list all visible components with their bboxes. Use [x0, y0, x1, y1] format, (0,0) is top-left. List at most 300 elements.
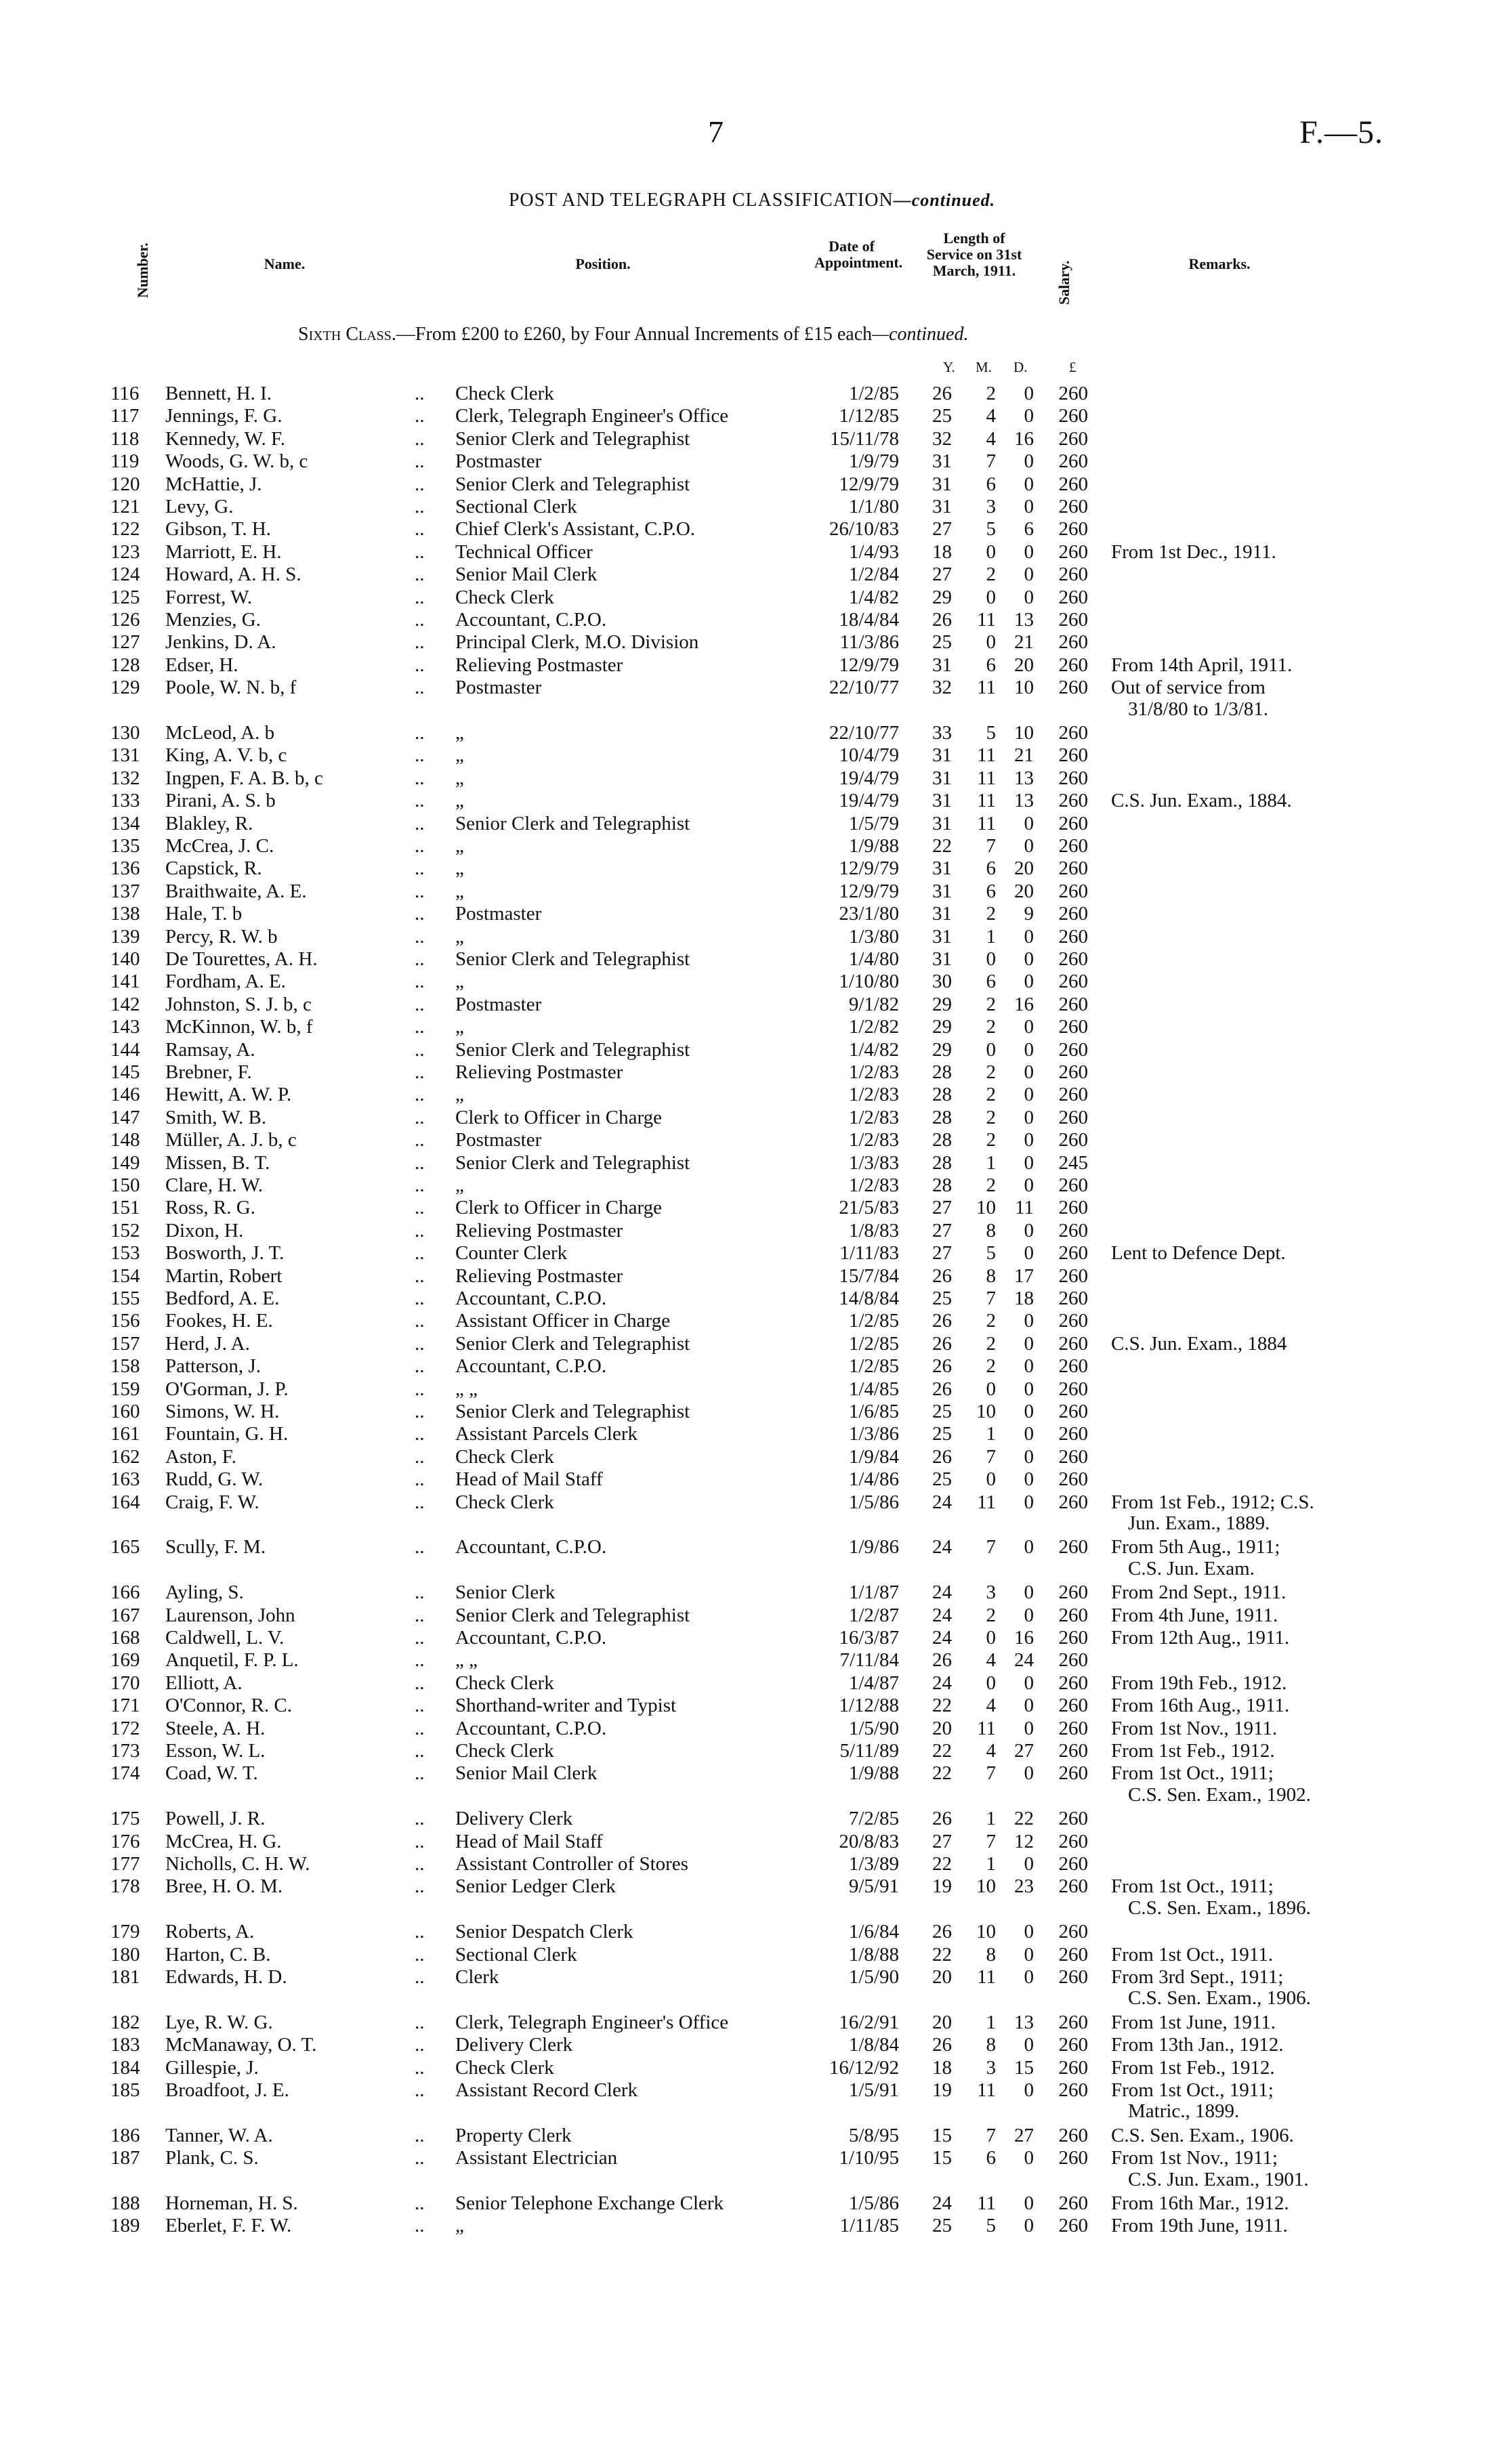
row-date: 1/9/79 [848, 450, 899, 473]
row-years: 25 [932, 405, 952, 427]
row-name: Percy, R. W. b [165, 925, 278, 948]
row-position: Senior Ledger Clerk [455, 1875, 616, 1898]
row-date: 1/12/85 [839, 405, 899, 427]
row-remarks: From 1st June, 1911. [1111, 2011, 1276, 2033]
row-number: 147 [110, 1106, 140, 1128]
row-months: 8 [986, 2034, 996, 2056]
row-months: 10 [976, 1921, 996, 1943]
row-date: 1/4/80 [848, 948, 899, 970]
row-salary: 245 [1058, 1151, 1088, 1174]
row-months: 1 [986, 1808, 996, 1830]
row-leader: .. [415, 1038, 425, 1061]
table-row [0, 405, 1504, 427]
row-leader: .. [415, 1762, 425, 1785]
row-months: 8 [986, 1265, 996, 1287]
row-salary: 260 [1058, 971, 1088, 993]
row-years: 26 [932, 1332, 952, 1355]
row-leader: .. [415, 1808, 425, 1830]
row-remarks-continued: C.S. Jun. Exam., 1901. [1128, 2168, 1309, 2190]
row-name: Bree, H. O. M. [165, 1875, 283, 1898]
row-salary: 260 [1058, 1016, 1088, 1038]
row-days: 0 [1024, 540, 1034, 563]
row-number: 173 [110, 1740, 140, 1762]
row-name: Fookes, H. E. [165, 1310, 273, 1332]
row-number: 119 [110, 450, 140, 473]
row-name: Powell, J. R. [165, 1808, 266, 1830]
row-years: 19 [932, 2079, 952, 2101]
row-leader: .. [415, 1197, 425, 1219]
row-remarks: From 1st Oct., 1911. [1111, 1943, 1273, 1966]
row-months: 2 [986, 903, 996, 925]
row-leader: .. [415, 2215, 425, 2237]
row-leader: .. [415, 1151, 425, 1174]
row-date: 1/11/85 [839, 2215, 899, 2237]
row-position: Head of Mail Staff [455, 1468, 603, 1491]
table-row [0, 1197, 1504, 1219]
row-years: 26 [932, 1921, 952, 1943]
row-months: 3 [986, 1581, 996, 1604]
row-years: 26 [932, 1378, 952, 1400]
row-months: 2 [986, 1106, 996, 1128]
row-months: 0 [986, 540, 996, 563]
table-row [0, 1220, 1504, 1242]
row-number: 122 [110, 518, 140, 540]
row-date: 16/12/92 [829, 2056, 899, 2079]
row-position: „ [455, 857, 464, 880]
row-days: 0 [1024, 2215, 1034, 2237]
row-position: Postmaster [455, 993, 542, 1015]
row-leader: .. [415, 586, 425, 608]
row-remarks-continued: Matric., 1899. [1128, 2100, 1240, 2123]
row-position: Check Clerk [455, 1740, 554, 1762]
row-name: Hale, T. b [165, 903, 243, 925]
row-days: 0 [1024, 2192, 1034, 2214]
unit-pounds: £ [1069, 359, 1077, 375]
row-position: Clerk, Telegraph Engineer's Office [455, 2011, 729, 2033]
row-name: Lye, R. W. G. [165, 2011, 273, 2033]
table-row [0, 1581, 1504, 1604]
table-row [0, 1762, 1504, 1785]
row-salary: 260 [1058, 2215, 1088, 2237]
row-years: 25 [932, 1423, 952, 1445]
row-salary: 260 [1058, 1672, 1088, 1694]
row-years: 25 [932, 631, 952, 654]
row-position: „ [455, 880, 464, 902]
row-days: 0 [1024, 1129, 1034, 1151]
row-days: 0 [1024, 2079, 1034, 2101]
row-years: 28 [932, 1084, 952, 1106]
row-months: 2 [986, 1084, 996, 1106]
row-name: Laurenson, John [165, 1604, 295, 1626]
title-text: POST AND TELEGRAPH CLASSIFICATION [508, 190, 894, 211]
row-years: 25 [932, 1468, 952, 1491]
row-leader: .. [415, 2034, 425, 2056]
row-years: 22 [932, 1740, 952, 1762]
row-months: 7 [986, 835, 996, 857]
row-salary: 260 [1058, 1808, 1088, 1830]
row-years: 31 [932, 654, 952, 676]
row-position: Technical Officer [455, 540, 593, 563]
row-date: 9/1/82 [848, 993, 899, 1015]
row-salary: 260 [1058, 2011, 1088, 2033]
row-date: 23/1/80 [839, 903, 899, 925]
row-position: Clerk, Telegraph Engineer's Office [455, 405, 729, 427]
table-row [0, 857, 1504, 880]
row-years: 31 [932, 812, 952, 834]
row-days: 6 [1024, 518, 1034, 540]
row-name: King, A. V. b, c [165, 744, 287, 767]
row-salary: 260 [1058, 1106, 1088, 1128]
row-date: 1/2/83 [848, 1106, 899, 1128]
row-number: 121 [110, 496, 140, 517]
row-position: Accountant, C.P.O. [455, 609, 607, 631]
row-leader: .. [415, 744, 425, 767]
column-header-name: Name. [264, 255, 306, 272]
row-position: Counter Clerk [455, 1242, 568, 1265]
table-row [0, 496, 1504, 518]
row-date: 12/9/79 [839, 857, 899, 880]
row-days: 0 [1024, 1151, 1034, 1174]
row-years: 31 [932, 450, 952, 473]
row-number: 128 [110, 654, 140, 676]
row-number: 188 [110, 2192, 140, 2214]
row-years: 31 [932, 744, 952, 767]
row-days: 20 [1014, 857, 1034, 880]
row-name: Braithwaite, A. E. [165, 880, 307, 902]
row-days: 9 [1024, 903, 1034, 925]
row-number: 116 [110, 383, 140, 404]
row-date: 5/11/89 [839, 1740, 899, 1762]
row-days: 13 [1014, 767, 1034, 789]
row-months: 2 [986, 564, 996, 586]
row-salary: 260 [1058, 2079, 1088, 2101]
row-salary: 260 [1058, 1581, 1088, 1604]
row-salary: 260 [1058, 925, 1088, 948]
row-months: 4 [986, 1740, 996, 1762]
row-months: 7 [986, 1536, 996, 1558]
row-number: 126 [110, 609, 140, 631]
row-position: Senior Clerk [455, 1581, 556, 1604]
row-date: 22/10/77 [829, 722, 899, 744]
row-position: Check Clerk [455, 383, 554, 404]
row-date: 1/11/83 [839, 1242, 899, 1265]
row-date: 12/9/79 [839, 654, 899, 676]
row-leader: .. [415, 496, 425, 517]
row-leader: .. [415, 609, 425, 631]
row-years: 26 [932, 1265, 952, 1287]
row-name: Plank, C. S. [165, 2147, 259, 2169]
row-months: 7 [986, 1288, 996, 1309]
row-days: 0 [1024, 405, 1034, 427]
row-months: 11 [977, 1491, 996, 1513]
row-years: 22 [932, 1943, 952, 1966]
row-date: 1/5/86 [848, 2192, 899, 2214]
row-leader: .. [415, 2079, 425, 2101]
row-days: 0 [1024, 1332, 1034, 1355]
row-years: 26 [932, 1355, 952, 1378]
row-name: Herd, J. A. [165, 1332, 250, 1355]
row-days: 0 [1024, 1378, 1034, 1400]
row-salary: 260 [1058, 1378, 1088, 1400]
row-name: Aston, F. [165, 1445, 236, 1468]
row-salary: 260 [1058, 609, 1088, 631]
row-salary: 260 [1058, 1740, 1088, 1762]
row-number: 167 [110, 1604, 140, 1626]
row-name: Forrest, W. [165, 586, 253, 608]
row-leader: .. [415, 1536, 425, 1558]
table-row [0, 1672, 1504, 1695]
row-months: 4 [986, 405, 996, 427]
row-number: 131 [110, 744, 140, 767]
row-years: 27 [932, 1219, 952, 1241]
row-months: 1 [986, 2011, 996, 2033]
row-position: Check Clerk [455, 1445, 554, 1468]
table-row [0, 1016, 1504, 1038]
row-number: 170 [110, 1672, 140, 1694]
row-date: 1/2/84 [848, 564, 899, 586]
row-name: Esson, W. L. [165, 1740, 266, 1762]
row-months: 11 [977, 790, 996, 812]
row-number: 154 [110, 1265, 140, 1287]
row-months: 1 [986, 925, 996, 948]
row-salary: 260 [1058, 1875, 1088, 1898]
row-remarks-continued: 31/8/80 to 1/3/81. [1128, 698, 1269, 720]
row-date: 15/7/84 [839, 1265, 899, 1287]
row-salary: 260 [1058, 1310, 1088, 1332]
row-years: 28 [932, 1106, 952, 1128]
row-months: 11 [977, 2192, 996, 2214]
row-months: 11 [977, 2079, 996, 2101]
row-leader: .. [415, 1672, 425, 1694]
row-date: 1/8/83 [848, 1219, 899, 1241]
row-salary: 260 [1058, 1423, 1088, 1445]
row-leader: .. [415, 427, 425, 450]
row-leader: .. [415, 564, 425, 586]
row-position: Senior Clerk and Telegraphist [455, 1038, 690, 1061]
row-years: 15 [932, 2124, 952, 2146]
row-position: Relieving Postmaster [455, 654, 623, 676]
column-header-position: Position. [575, 255, 631, 272]
row-days: 0 [1024, 1695, 1034, 1717]
row-number: 139 [110, 925, 140, 948]
row-months: 2 [986, 1016, 996, 1038]
row-name: Dixon, H. [165, 1219, 244, 1241]
row-years: 31 [932, 790, 952, 812]
row-days: 15 [1014, 2056, 1034, 2079]
row-name: Fordham, A. E. [165, 971, 287, 993]
page-number: 7 [708, 114, 724, 149]
row-salary: 260 [1058, 744, 1088, 767]
row-date: 1/3/89 [848, 1853, 899, 1875]
row-number: 133 [110, 790, 140, 812]
column-header-salary: Salary. [1056, 260, 1072, 305]
row-years: 24 [932, 1581, 952, 1604]
row-name: McLeod, A. b [165, 722, 275, 744]
row-days: 0 [1024, 971, 1034, 993]
row-number: 124 [110, 564, 140, 586]
row-salary: 260 [1058, 473, 1088, 495]
row-date: 1/4/87 [848, 1672, 899, 1694]
row-remarks-continued: C.S. Jun. Exam. [1128, 1557, 1255, 1579]
row-name: Nicholls, C. H. W. [165, 1853, 310, 1875]
row-leader: .. [415, 1875, 425, 1898]
row-months: 0 [986, 586, 996, 608]
row-salary: 260 [1058, 2124, 1088, 2146]
row-name: O'Connor, R. C. [165, 1695, 292, 1717]
table-row [0, 2192, 1504, 2215]
column-header-number: Number. [134, 242, 151, 298]
row-years: 18 [932, 540, 952, 563]
row-days: 10 [1014, 722, 1034, 744]
row-number: 134 [110, 812, 140, 834]
row-position: Senior Clerk and Telegraphist [455, 1401, 690, 1422]
table-row [0, 1423, 1504, 1445]
row-leader: .. [415, 1106, 425, 1128]
row-years: 31 [932, 925, 952, 948]
row-leader: .. [415, 2056, 425, 2079]
row-months: 2 [986, 1332, 996, 1355]
row-leader: .. [415, 2147, 425, 2169]
row-position: Accountant, C.P.O. [455, 1355, 607, 1378]
table-row [0, 2057, 1504, 2079]
table-row [0, 835, 1504, 857]
table-row [0, 1378, 1504, 1401]
table-row [0, 518, 1504, 540]
row-number: 189 [110, 2215, 140, 2237]
row-salary: 260 [1058, 564, 1088, 586]
row-name: Johnston, S. J. b, c [165, 993, 312, 1015]
row-position: Senior Clerk and Telegraphist [455, 1604, 690, 1626]
row-name: Craig, F. W. [165, 1491, 259, 1513]
column-header-remarks: Remarks. [1188, 255, 1251, 272]
row-leader: .. [415, 1265, 425, 1287]
row-months: 3 [986, 2056, 996, 2079]
row-years: 27 [932, 1242, 952, 1265]
row-salary: 260 [1058, 1242, 1088, 1265]
row-months: 2 [986, 1129, 996, 1151]
row-name: Menzies, G. [165, 609, 261, 631]
row-years: 31 [932, 948, 952, 970]
row-date: 1/4/82 [848, 586, 899, 608]
row-remarks: From 1st Oct., 1911; [1111, 1875, 1274, 1898]
row-date: 1/4/86 [848, 1468, 899, 1491]
row-leader: .. [415, 1740, 425, 1762]
row-name: Müller, A. J. b, c [165, 1129, 297, 1151]
row-date: 1/2/85 [848, 1355, 899, 1378]
row-years: 20 [932, 1717, 952, 1739]
row-number: 146 [110, 1084, 140, 1106]
parliamentary-reference: F.—5. [1299, 114, 1383, 150]
row-months: 10 [976, 1197, 996, 1219]
row-leader: .. [415, 654, 425, 676]
row-name: Tanner, W. A. [165, 2124, 273, 2146]
row-date: 7/2/85 [848, 1808, 899, 1830]
row-days: 0 [1024, 1943, 1034, 1966]
row-position: Relieving Postmaster [455, 1219, 623, 1241]
row-months: 5 [986, 1242, 996, 1265]
row-leader: .. [415, 1717, 425, 1739]
class-label: Sixth Class. [298, 324, 396, 345]
table-row [0, 2125, 1504, 2147]
row-months: 0 [986, 1672, 996, 1694]
row-leader: .. [415, 1966, 425, 1988]
row-salary: 260 [1058, 2034, 1088, 2056]
row-days: 16 [1014, 993, 1034, 1015]
row-date: 1/1/80 [848, 496, 899, 517]
row-name: Bedford, A. E. [165, 1288, 280, 1309]
row-salary: 260 [1058, 1174, 1088, 1196]
row-days: 0 [1024, 835, 1034, 857]
table-row [0, 1944, 1504, 1966]
row-number: 177 [110, 1853, 140, 1875]
row-salary: 260 [1058, 948, 1088, 970]
row-days: 0 [1024, 1536, 1034, 1558]
row-date: 1/2/85 [848, 1332, 899, 1355]
row-number: 182 [110, 2011, 140, 2033]
row-leader: .. [415, 1401, 425, 1422]
row-number: 185 [110, 2079, 140, 2101]
row-salary: 260 [1058, 1265, 1088, 1287]
table-row [0, 2034, 1504, 2056]
row-salary: 260 [1058, 1468, 1088, 1491]
row-years: 27 [932, 564, 952, 586]
row-years: 24 [932, 1604, 952, 1626]
row-leader: .. [415, 2124, 425, 2146]
row-position: Clerk to Officer in Charge [455, 1197, 662, 1219]
row-number: 181 [110, 1966, 140, 1988]
row-leader: .. [415, 473, 425, 495]
row-months: 5 [986, 2215, 996, 2237]
row-leader: .. [415, 1288, 425, 1309]
row-position: Accountant, C.P.O. [455, 1717, 607, 1739]
row-months: 2 [986, 1604, 996, 1626]
row-years: 31 [932, 496, 952, 517]
row-years: 26 [932, 1310, 952, 1332]
row-days: 0 [1024, 1355, 1034, 1378]
row-days: 23 [1014, 1875, 1034, 1898]
table-row [0, 2079, 1504, 2102]
row-leader: .. [415, 1581, 425, 1604]
row-position: Postmaster [455, 450, 542, 473]
row-days: 27 [1014, 2124, 1034, 2146]
row-salary: 260 [1058, 540, 1088, 563]
row-leader: .. [415, 1016, 425, 1038]
row-salary: 260 [1058, 880, 1088, 902]
row-name: Ross, R. G. [165, 1197, 255, 1219]
table-row [0, 1853, 1504, 1875]
table-row [0, 1174, 1504, 1197]
row-salary: 260 [1058, 1332, 1088, 1355]
row-months: 11 [977, 744, 996, 767]
row-name: Brebner, F. [165, 1061, 252, 1083]
row-remarks: From 12th Aug., 1911. [1111, 1627, 1290, 1649]
row-position: Postmaster [455, 677, 542, 699]
row-years: 25 [932, 1288, 952, 1309]
row-position: Assistant Parcels Clerk [455, 1423, 638, 1445]
row-leader: .. [415, 1853, 425, 1875]
row-salary: 260 [1058, 1219, 1088, 1241]
table-row [0, 722, 1504, 744]
row-salary: 260 [1058, 1604, 1088, 1626]
row-days: 0 [1024, 1921, 1034, 1943]
row-date: 1/12/88 [839, 1695, 899, 1717]
table-row [0, 1446, 1504, 1468]
row-days: 21 [1014, 744, 1034, 767]
row-years: 29 [932, 586, 952, 608]
row-remarks: From 4th June, 1911. [1111, 1604, 1278, 1626]
row-position: Accountant, C.P.O. [455, 1627, 607, 1649]
row-number: 183 [110, 2034, 140, 2056]
